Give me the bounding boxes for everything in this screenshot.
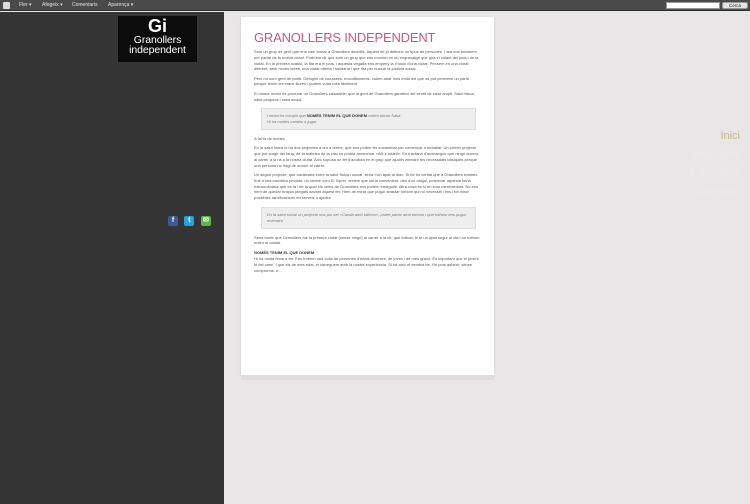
quote-bold: NOMÉS TENIM EL QUE DONEM xyxy=(306,113,368,119)
quote-text: I tenim'ho complit que xyxy=(267,113,307,119)
sidebar-item-adhesions[interactable]: Adhesions xyxy=(688,167,740,179)
nav-menu-more[interactable]: Fler ▾ xyxy=(19,2,32,8)
section-heading: NOMÉS TENIM EL QUE DONEM xyxy=(254,249,315,255)
sidebar-item-afegeix-te[interactable]: Afegeix-te xyxy=(690,148,740,161)
article-body xyxy=(254,49,482,277)
blogger-logo-icon[interactable] xyxy=(3,2,10,9)
sidebar-item-contacte[interactable]: Contacte xyxy=(695,185,740,198)
brand-mark: Gi xyxy=(147,16,167,36)
paragraph: Som un grup de gent que ens vam trobar a Granollers decidits. Aquest fet ja defineix un tipus de persones. I ara ens trobarem per parlar de la nostra ciutat. Podríem dir que som un grup que ens movem en un engranatge que gira el volant del país i de la ciutat. En la primera ocasió, la fita era el país, i aquesta vegada ens empeny la il·lusió d'una ciutat. Pensem en una ciutat diferent, amb noves idees, una ciutat oberta i solidària i que tira per buscar la justícia social. xyxy=(254,49,479,72)
paragraph: A fal·la de modes xyxy=(254,135,285,141)
quote-text: volem donar Salut xyxy=(367,113,401,119)
content-footer-shadow xyxy=(241,375,494,380)
nav-menu-comments[interactable]: Comentaris xyxy=(72,2,98,8)
main-content xyxy=(241,17,494,375)
top-navbar xyxy=(0,0,750,11)
paragraph: El nostre motor és procurar un Granollers saludable; que la gent de Granollers gaudeixi del sentit de salut ampli: Salut física, salut psíquica i salut social. xyxy=(254,90,475,102)
facebook-icon[interactable]: f xyxy=(168,216,178,226)
paragraph: En la salut física hi ha dos projectes a dur a terme, que ens poden fer encaminar per començar a treballar. Un primer projecte que pot sorgir del fang; de la mateixa de la crisi es podria anomenar «Wii e cistell». En tractaria d'aconseguir que ningú dormís al carrer a la nit a la nostra ciutat. Això suposa un fet d'acollida en el grup que ajudés atendre les necessitats bàsiques perquè una persona no hagi de dormir al carrer. xyxy=(254,145,479,168)
sidebar-menu xyxy=(689,127,740,201)
quote-box xyxy=(261,207,476,229)
quote-box xyxy=(261,108,476,130)
brand-line1: Granollers xyxy=(133,34,182,46)
paragraph: Però no som gent de partit. Defugim de cuirasses, encotillaments, volem anar més enllà del que as pot permetre un partit perquè tenim les mans lliures i podem volar més fàcilment. xyxy=(254,75,469,87)
quote-text: Hi ha moltes camins a jugar. xyxy=(267,119,318,125)
twitter-icon[interactable]: t xyxy=(184,216,194,226)
sidebar xyxy=(0,12,224,504)
sidebar-item-inici[interactable]: Inici xyxy=(720,130,740,142)
page-title: GRANOLLERS INDEPENDENT xyxy=(254,30,436,45)
nav-menu-add[interactable]: Afegeix ▾ xyxy=(42,2,63,8)
paragraph: Un segon projecte, que cavalcaria entre la salut física i social, seria «Un àpat al dia». Si bé és veritat que a Granollers existeix, fruit d'una iniciativa privada, un centre com El Xiprer, creiem que seria convenient, des d'on calgui, potenciar aquesta feina extraordinària que es fa i de la qual els veïns de Granollers ens podem enorgullir. Altra cosa és si en som mereixedors. No ens hem de quedar braços plegats davant aquest fet. Hem de mirar que puguí abastar tothom qui ho necessiti i fins i tot mirar possibles ramificacions en serveis o ajudes. xyxy=(254,171,479,201)
search-input[interactable] xyxy=(666,2,720,9)
social-icons xyxy=(168,209,213,227)
search-button[interactable]: Cerca xyxy=(722,2,748,9)
paragraph: Hi ha molta feina a fer. Ens trobem una colla de persones d'edats diverses; de joves i de més grans. És important que el jovent hi del camí, i que els de més edat, el carreguem amb la nostra experiència. Si tot això et sembla bé, t'hi pots adherir, sense compromís, e... xyxy=(254,256,479,274)
nav-menu-appearance[interactable]: Aparença ▾ xyxy=(108,2,134,8)
quote-text: En la salut social un projecte nos pot ser «Català amb tothom», poder parlar amb tothom i que tothom ens pugui entendre. xyxy=(267,211,466,223)
brand-logo[interactable] xyxy=(118,16,197,62)
email-icon[interactable]: ✉ xyxy=(201,216,211,226)
paragraph: Seria bonic que Granollers fos la primera ciutat (sense ningú) al carrer a la nit, que tothom hi té un àpat segur al dia i on tothom entén el català. xyxy=(254,234,480,246)
brand-line2: independent xyxy=(129,44,186,56)
